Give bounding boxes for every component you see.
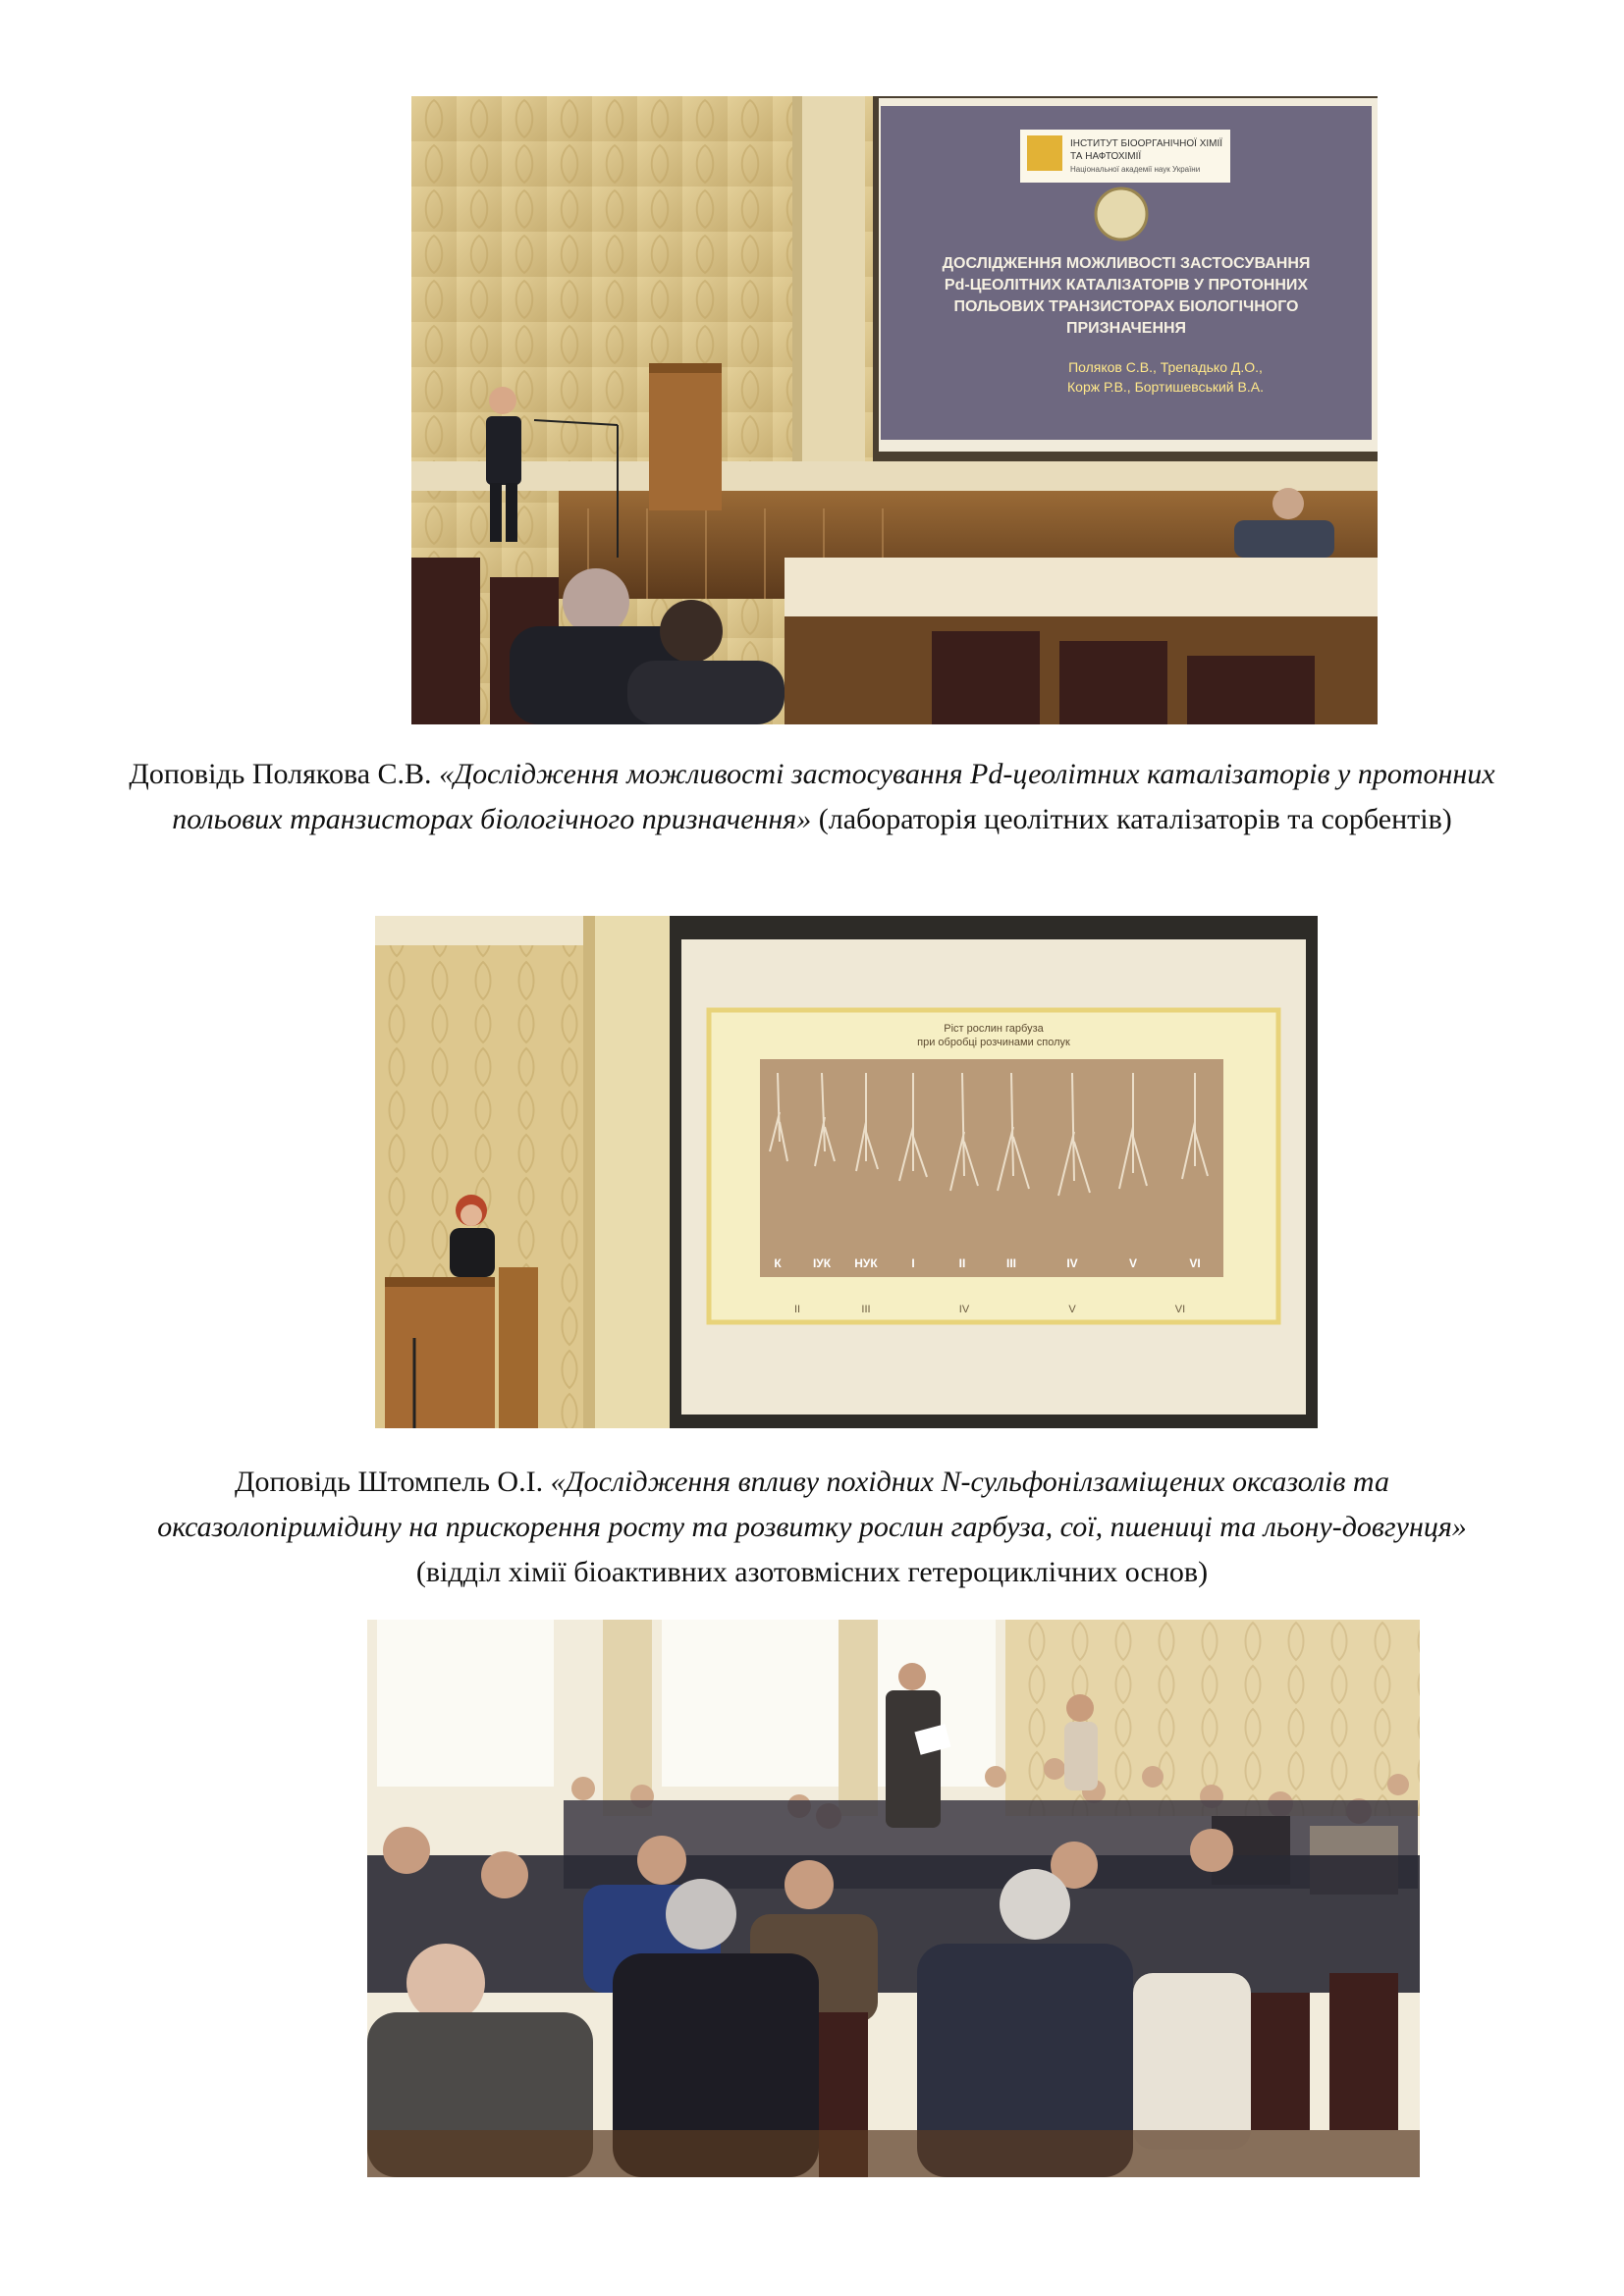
structure-label: II bbox=[793, 1304, 801, 1315]
slide-authors-line: Корж Р.В., Бортишевський В.А. bbox=[1067, 379, 1264, 395]
photo-speaker-shtompel bbox=[375, 916, 1318, 1428]
root-label: IV bbox=[1066, 1256, 1078, 1270]
caption-prefix: Доповідь Полякова С.В. bbox=[129, 758, 440, 790]
caption-title: «Дослідження можливості застосування Pd-цеолітних каталізаторів у протонних польових транзисторах біологічного призначення» bbox=[172, 758, 1495, 835]
photo-speaker-shtompel-image bbox=[375, 916, 1318, 1428]
root-label: V bbox=[1128, 1256, 1138, 1270]
caption-suffix: (відділ хімії біоактивних азотовмісних гетероциклічних основ) bbox=[415, 1556, 1209, 1588]
root-label: НУК bbox=[854, 1256, 878, 1270]
root-label: II bbox=[958, 1256, 966, 1270]
slide-authors-line: Поляков С.В., Трепадько Д.О., bbox=[1068, 359, 1263, 375]
photo-speaker-polyakov bbox=[411, 96, 1378, 724]
structure-label: III bbox=[861, 1304, 871, 1315]
slide-title-line: ПОЛЬОВИХ ТРАНЗИСТОРАХ БІОЛОГІЧНОГО bbox=[953, 298, 1299, 315]
root-photo-panel bbox=[760, 1059, 1223, 1277]
root-label: I bbox=[911, 1256, 915, 1270]
caption-prefix: Доповідь Штомпель О.І. bbox=[235, 1466, 551, 1498]
slide-title-line: ПРИЗНАЧЕННЯ bbox=[1065, 320, 1187, 337]
photo-audience-image bbox=[367, 1620, 1420, 2177]
window bbox=[377, 1620, 554, 1787]
structure-label: VI bbox=[1174, 1304, 1186, 1315]
presidium-table bbox=[785, 558, 1378, 616]
slide-header-line: при обробці розчинами сполук bbox=[917, 1037, 1070, 1048]
lectern bbox=[649, 363, 722, 510]
photo-speaker-polyakov-image bbox=[411, 96, 1378, 724]
root-label: VI bbox=[1189, 1256, 1201, 1270]
institute-emblem bbox=[1096, 188, 1147, 240]
slide-title-line: Pd-ЦЕОЛІТНИХ КАТАЛІЗАТОРІВ У ПРОТОННИХ bbox=[944, 277, 1309, 294]
caption-shtompel bbox=[128, 1460, 1496, 1595]
presentation-slide bbox=[709, 1010, 1278, 1322]
root-label: ІУК bbox=[812, 1256, 832, 1270]
slide-institute-line: Національної академії наук України bbox=[1070, 165, 1201, 174]
lectern bbox=[385, 1277, 495, 1428]
institute-logo bbox=[1027, 135, 1062, 171]
structure-label: V bbox=[1068, 1304, 1076, 1315]
root-label: III bbox=[1005, 1256, 1017, 1270]
window bbox=[662, 1620, 839, 1787]
slide-institute-line: ІНСТИТУТ БІООРГАНІЧНОЇ ХІМІЇ bbox=[1070, 138, 1223, 149]
standing-woman bbox=[1064, 1694, 1098, 1790]
slide-title-line: ДОСЛІДЖЕННЯ МОЖЛИВОСТІ ЗАСТОСУВАННЯ bbox=[942, 255, 1311, 272]
slide-institute-line: ТА НАФТОХІМІЇ bbox=[1070, 151, 1142, 162]
root-label: К bbox=[774, 1256, 782, 1270]
caption-suffix: (лабораторія цеолітних каталізаторів та сорбентів) bbox=[811, 803, 1452, 835]
slide-header-line: Ріст рослин гарбуза bbox=[944, 1023, 1044, 1035]
structure-label: IV bbox=[958, 1304, 970, 1315]
photo-audience bbox=[367, 1620, 1420, 2177]
caption-title: «Дослідження впливу похідних N-сульфонілзаміщених оксазолів та оксазолопіримідину на прискорення росту та розвитку рослин гарбуза, сої, пшениці та льону-довгунця» bbox=[157, 1466, 1467, 1543]
coat-on-chair bbox=[1133, 1973, 1251, 2150]
presentation-slide bbox=[881, 106, 1372, 440]
caption-polyakov bbox=[128, 752, 1496, 842]
